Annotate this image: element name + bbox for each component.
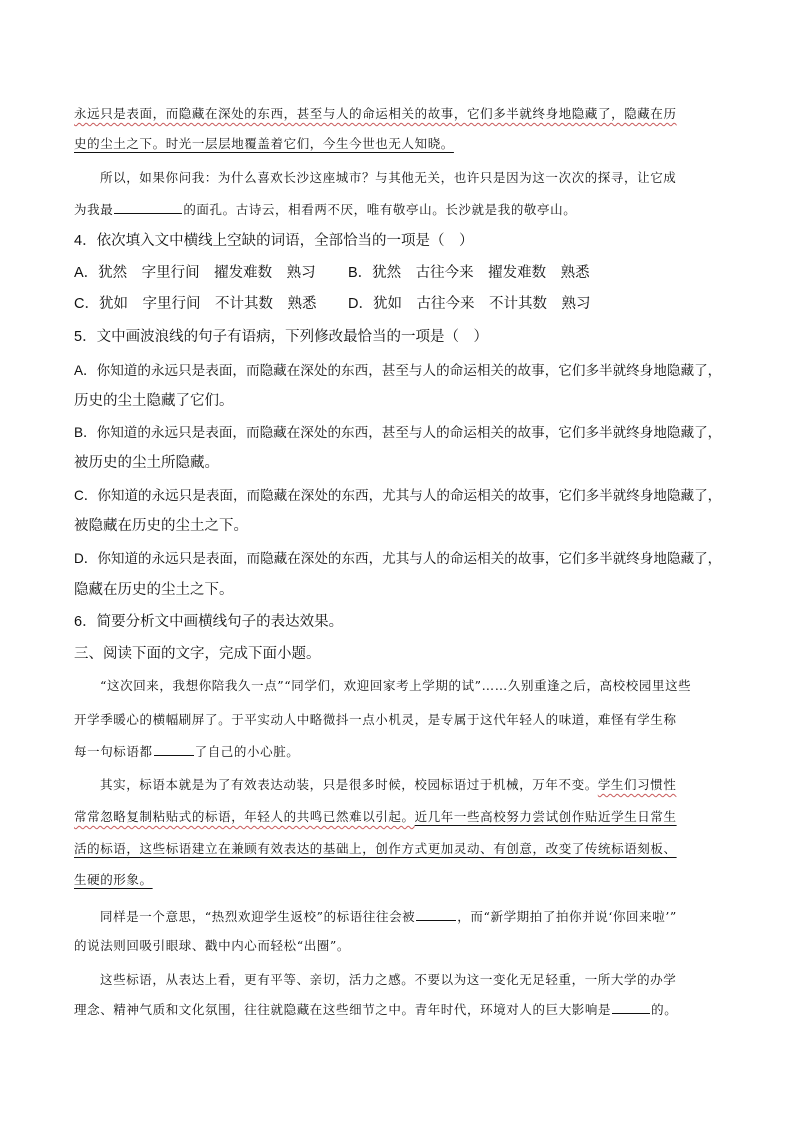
passage2-p4-line2-before-blank: 理念、精神气质和文化氛围，往往就隐藏在这些细节之中。青年时代，环境对人的巨大影响是 xyxy=(74,1002,612,1017)
wavy-underlined-sentence: 学生们习惯性 xyxy=(597,777,677,792)
straight-underlined-sentence: 生硬的形象。 xyxy=(74,872,153,887)
fill-blank xyxy=(416,919,456,921)
passage2-p3-line1-before-blank: 同样是一个意思，“热烈欢迎学生返校”的标语往往会被 xyxy=(100,909,416,924)
option-5c-line1: C．你知道的永远只是表面，而隐藏在深处的东西，尤其与人的命运相关的故事，它们多半就终身地隐藏了， xyxy=(74,488,722,503)
straight-underlined-sentence: 史的尘土之下。时光一层层地覆盖着它们，今生今世也无人知晓。 xyxy=(74,136,454,151)
option-5b-line2: 被历史的尘土所隐藏。 xyxy=(74,455,219,471)
passage1-line1 xyxy=(74,104,677,122)
question-5-stem: 5．文中画波浪线的句子有语病，下列修改最恰当的一项是（ ） xyxy=(74,329,489,345)
question-4-stem: 4．依次填入文中横线上空缺的词语，全部恰当的一项是（ ） xyxy=(74,233,474,249)
option-5b-line1: B．你知道的永远只是表面，而隐藏在深处的东西，甚至与人的命运相关的故事，它们多半就终身地隐藏了， xyxy=(74,425,722,440)
option-4c: C．犹如 字里行间 不计其数 熟悉 xyxy=(74,296,317,312)
passage2-p4-line1: 这些标语，从表达上看，更有平等、亲切，活力之感。不要以为这一变化无足轻重，一所大学的办学 xyxy=(100,972,677,987)
option-5d-line1: D．你知道的永远只是表面，而隐藏在深处的东西，尤其与人的命运相关的故事，它们多半就终身地隐藏了， xyxy=(74,551,722,566)
passage2-p4-line2 xyxy=(74,1000,677,1018)
wavy-underlined-sentence: 常常忽略复制粘贴式的标语，年轻人的共鸣已然难以引起。 xyxy=(74,809,415,824)
passage1-line3: 所以，如果你问我：为什么喜欢长沙这座城市？与其他无关，也许只是因为这一次次的探寻，让它成 xyxy=(100,170,677,185)
option-5c-line2: 被隐藏在历史的尘土之下。 xyxy=(74,518,248,534)
section-3-heading: 三、阅读下面的文字，完成下面小题。 xyxy=(74,646,321,662)
passage2-p2-line1-plain: 其实，标语本就是为了有效表达动装，只是很多时候，校园标语过于机械，万年不变。 xyxy=(100,777,598,792)
option-4b: B．犹然 古往今来 擢发难数 熟悉 xyxy=(348,265,590,281)
wavy-underlined-sentence: 永远只是表面，而隐藏在深处的东西，甚至与人的命运相关的故事，它们多半就终身地隐藏了，隐藏在历 xyxy=(74,106,677,121)
option-5d-line2: 隐藏在历史的尘土之下。 xyxy=(74,582,234,598)
passage1-line4-before-blank: 为我最 xyxy=(74,202,114,217)
passage2-p1-line3-after-blank: 了自己的小心脏。 xyxy=(194,744,300,759)
passage2-p1-line1: “这次回来，我想你陪我久一点”“同学们，欢迎回家考上学期的试”……久别重逢之后，高校校园里这些 xyxy=(100,678,692,693)
option-4d: D．犹如 古往今来 不计其数 熟习 xyxy=(348,296,591,312)
passage2-p2-line2 xyxy=(74,807,677,825)
fill-blank xyxy=(154,754,194,756)
straight-underlined-sentence: 近几年一些高校努力尝试创作贴近学生日常生 xyxy=(414,809,677,824)
passage2-p1-line3-before-blank: 每一句标语都 xyxy=(74,744,153,759)
passage2-p3-line1-after-blank: ，而“新学期拍了拍你并说‘你回来啦’” xyxy=(457,909,677,924)
option-5a-line1: A．你知道的永远只是表面，而隐藏在深处的东西，甚至与人的命运相关的故事，它们多半就终身地隐藏了， xyxy=(74,363,722,378)
passage2-p3-line2: 的说法则回吸引眼球、戳中内心而轻松“出圈”。 xyxy=(74,938,350,953)
passage2-p1-line3 xyxy=(74,742,299,760)
straight-underlined-sentence: 活的标语，这些标语建立在兼顾有效表达的基础上，创作方式更加灵动、有创意，改变了传统标语刻板、 xyxy=(74,841,677,856)
passage1-line2 xyxy=(74,134,454,152)
passage1-line4-after-blank: 的面孔。古诗云，相看两不厌，唯有敬亭山。长沙就是我的敬亭山。 xyxy=(183,202,577,217)
passage2-p4-line2-after-blank: 的。 xyxy=(651,1002,678,1017)
option-4a: A．犹然 字里行间 擢发难数 熟习 xyxy=(74,265,316,281)
option-5a-line2: 历史的尘土隐藏了它们。 xyxy=(74,393,234,409)
passage2-p2-line4 xyxy=(74,870,153,888)
passage1-line4 xyxy=(74,200,576,218)
question-6-stem: 6．简要分析文中画横线句子的表达效果。 xyxy=(74,614,344,630)
fill-blank xyxy=(114,212,182,214)
fill-blank xyxy=(612,1012,650,1014)
passage2-p1-line2: 开学季暖心的横幅刷屏了。于平实动人中略微抖一点小机灵，是专属于这代年轻人的味道，难怪有学生称 xyxy=(74,712,677,727)
passage2-p2-line3 xyxy=(74,839,677,857)
passage2-p2-line1 xyxy=(100,775,676,793)
passage2-p3-line1 xyxy=(100,907,677,925)
